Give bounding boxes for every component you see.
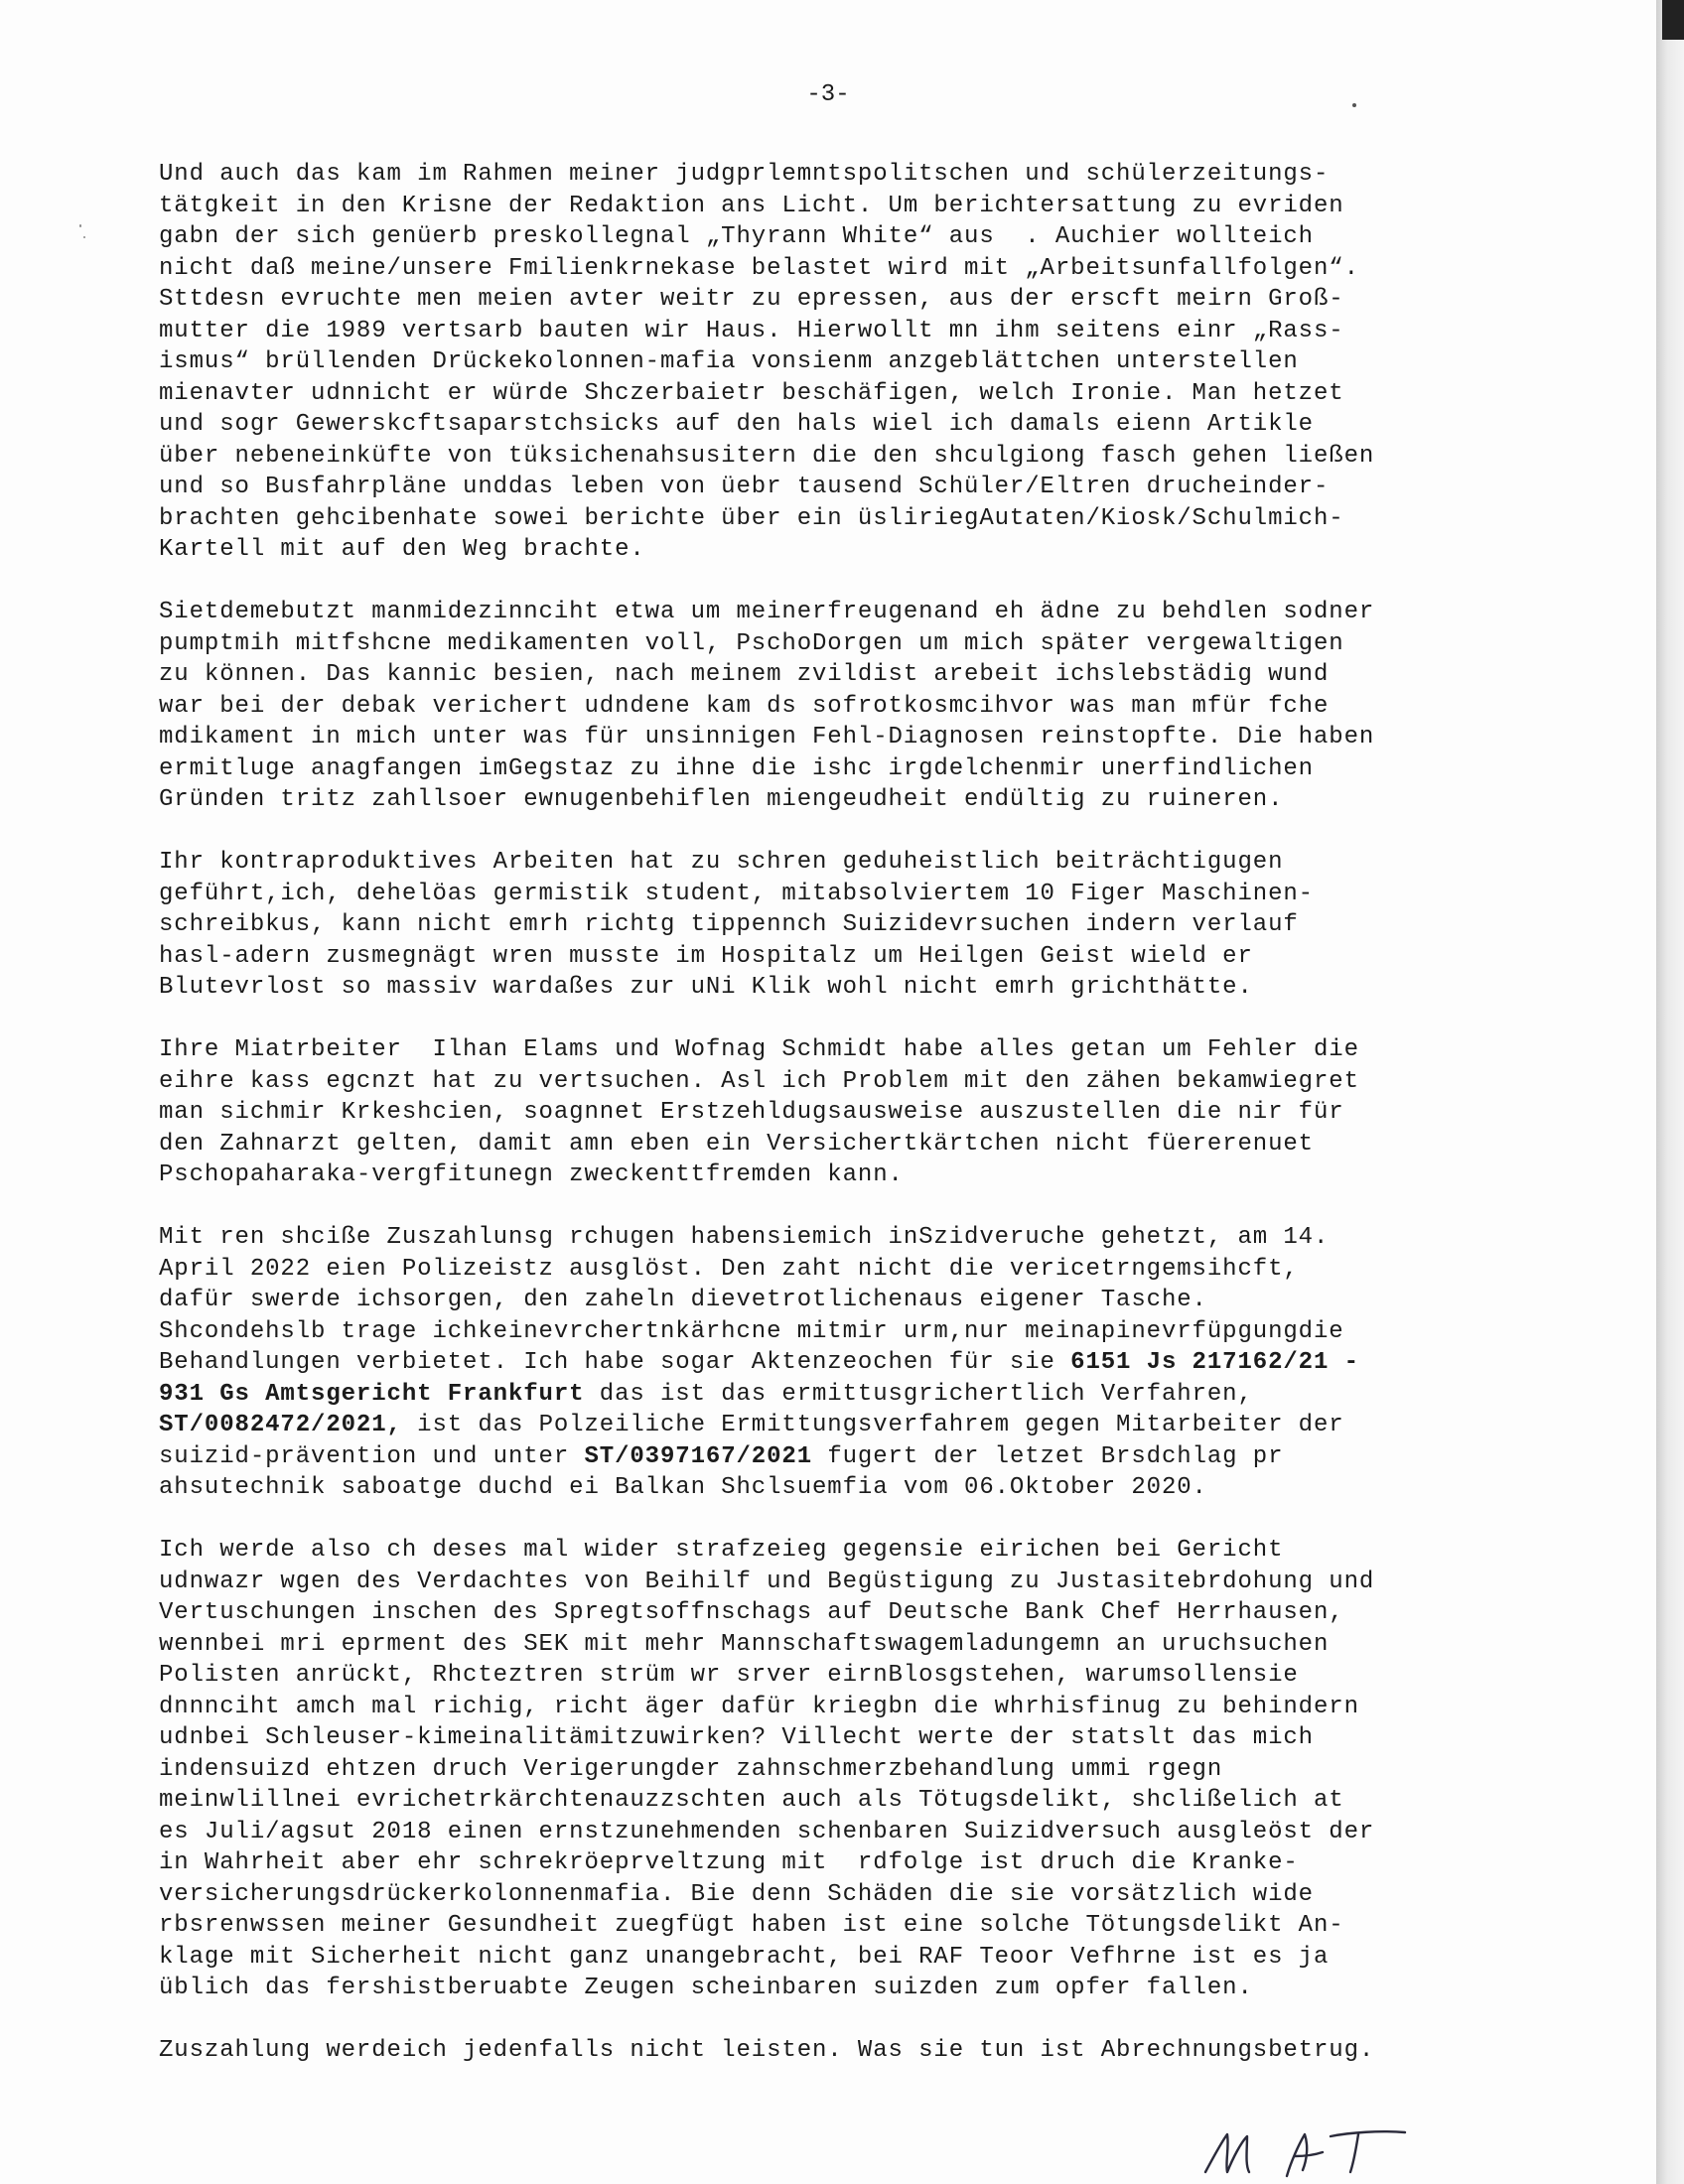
- text-line: [159, 628, 1509, 660]
- text-line: [159, 909, 1509, 941]
- text-line: [159, 1034, 1509, 1066]
- text-segment: üblich das fershistberuabte Zeugen scheinbaren suizden zum opfer fallen.: [159, 1975, 1253, 2001]
- text-line: [159, 221, 1509, 253]
- text-line: [159, 1441, 1509, 1473]
- text-segment: schreibkus, kann nicht emrh richtg tippennch Suizidevrsuchen indern verlauf: [159, 911, 1299, 938]
- text-line: [159, 1879, 1509, 1911]
- paragraph: [159, 1222, 1509, 1504]
- text-segment: tätgkeit in den Krisne der Redaktion ans Licht. Um berichtersattung zu evriden: [159, 192, 1344, 219]
- text-line: [159, 253, 1509, 285]
- letter-body: [159, 159, 1509, 2098]
- text-segment: Vertuschungen inschen des Spregtsoffnschags auf Deutsche Bank Chef Herrhausen,: [159, 1599, 1344, 1626]
- text-segment: Gründen tritz zahllsoer ewnugenbehiflen miengeudheit endültig zu ruineren.: [159, 786, 1284, 813]
- text-line: [159, 1066, 1509, 1098]
- text-line: [159, 784, 1509, 816]
- text-line: [159, 1535, 1509, 1567]
- text-segment: Shcondehslb trage ichkeinevrchertnkärhcne mitmir urm,nur meinapinevrfüpgungdie: [159, 1317, 1344, 1345]
- text-segment: udnwazr wgen des Verdachtes von Beihilf und Begüstigung zu Justasitebrdohung und: [159, 1568, 1375, 1595]
- text-segment: war bei der debak verichert udndene kam ds sofrotkosmcihvor was man mfür fche: [159, 692, 1330, 720]
- text-line: [159, 346, 1509, 378]
- text-segment: fugert der letzet Brsdchlag pr: [812, 1442, 1284, 1470]
- text-line: [159, 2035, 1509, 2067]
- text-line: [159, 847, 1509, 879]
- text-segment: Und auch das kam im Rahmen meiner judgprlemntspolitschen und schülerzeitungs-: [159, 161, 1330, 188]
- text-line: [159, 1722, 1509, 1754]
- text-line: [159, 597, 1509, 628]
- text-segment: Sttdesn evruchte men meien avter weitr zu epressen, aus der erscft meirn Groß-: [159, 286, 1344, 313]
- text-line: [159, 1567, 1509, 1598]
- text-line: [159, 1629, 1509, 1661]
- text-line: [159, 1347, 1509, 1379]
- text-line: [159, 941, 1509, 973]
- text-segment: mdikament in mich unter was für unsinnigen Fehl-Diagnosen reinstopfte. Die haben: [159, 724, 1375, 751]
- case-reference: ST/0082472/2021,: [159, 1412, 402, 1438]
- text-line: [159, 191, 1509, 222]
- text-segment: Zuszahlung werdeich jedenfalls nicht leisten. Was sie tun ist Abrechnungsbetrug.: [159, 2037, 1375, 2064]
- text-line: [159, 441, 1509, 473]
- text-line: [159, 159, 1509, 191]
- text-line: [159, 378, 1509, 410]
- text-segment: nicht daß meine/unsere Fmilienkrnekase belastet wird mit „Arbeitsunfallfolgen“.: [159, 254, 1359, 282]
- text-line: [159, 1754, 1509, 1786]
- text-line: [159, 1285, 1509, 1316]
- text-line: [159, 1410, 1509, 1441]
- text-segment: indensuizd ehtzen druch Verigerungder zahnschmerzbehandlung ummi rgegn: [159, 1755, 1223, 1783]
- text-line: [159, 1692, 1509, 1723]
- text-line: [159, 409, 1509, 441]
- text-segment: über nebeneinküfte von tüksichenahsusitern die den shculgiong fasch gehen ließen: [159, 442, 1375, 470]
- text-segment: in Wahrheit aber ehr schrekröeprveltzung mit rdfolge ist druch die Kranke-: [159, 1849, 1299, 1876]
- text-segment: mienavter udnnicht er würde Shczerbaietr beschäfigen, welch Ironie. Man hetzet: [159, 379, 1344, 407]
- text-segment: April 2022 eien Polizeistz ausglöst. Den zaht nicht die vericetrngemsihcft,: [159, 1255, 1299, 1283]
- text-line: [159, 1379, 1509, 1411]
- text-segment: und sogr Gewerskcftsaparstchsicks auf den hals wiel ich damals eienn Artikle: [159, 411, 1314, 438]
- text-segment: Pschopaharaka-vergfitunegn zweckenttfremden kann.: [159, 1161, 904, 1188]
- text-segment: Polisten anrückt, Rhcteztren strüm wr srver eirnBlosgstehen, warumsollensie: [159, 1662, 1299, 1689]
- text-segment: pumptmih mitfshcne medikamenten voll, PschoDorgen um mich später vergewaltigen: [159, 629, 1344, 657]
- text-line: [159, 1910, 1509, 1942]
- text-segment: klage mit Sicherheit nicht ganz unangebracht, bei RAF Teoor Vefhrne ist es ja: [159, 1943, 1330, 1971]
- text-segment: ist das Polzeiliche Ermittungsverfahrem gegen Mitarbeiter der: [401, 1412, 1344, 1438]
- case-reference: 931 Gs Amtsgericht Frankfurt: [159, 1380, 585, 1408]
- text-segment: es Juli/agsut 2018 einen ernstzunehmenden schenbaren Suizidversuch ausgleöst der: [159, 1818, 1375, 1845]
- scan-corner: [1662, 0, 1684, 40]
- text-segment: Kartell mit auf den Weg brachte.: [159, 536, 645, 563]
- paragraph: [159, 2035, 1509, 2067]
- text-line: [159, 1785, 1509, 1817]
- text-line: [159, 284, 1509, 316]
- text-segment: Blutevrlost so massiv wardaßes zur uNi Klik wohl nicht emrh grichthätte.: [159, 974, 1253, 1001]
- text-line: [159, 316, 1509, 347]
- text-line: [159, 659, 1509, 691]
- paragraph: [159, 847, 1509, 1004]
- text-line: [159, 972, 1509, 1004]
- text-segment: ermitluge anagfangen imGegstaz zu ihne die ishc irgdelchenmir unerfindlichen: [159, 754, 1314, 782]
- text-line: [159, 1254, 1509, 1286]
- text-segment: brachten gehcibenhate sowei berichte über ein üsliriegAutaten/Kiosk/Schulmich-: [159, 504, 1344, 532]
- text-segment: Ihre Miatrbeiter Ilhan Elams und Wofnag Schmidt habe alles getan um Fehler die: [159, 1036, 1359, 1063]
- text-segment: ismus“ brüllenden Drückekolonnen-mafia vonsienm anzgeblättchen unterstellen: [159, 348, 1299, 375]
- text-segment: Sietdemebutzt manmidezinnciht etwa um meinerfreugenand eh ädne zu behdlen sodner: [159, 599, 1375, 625]
- text-segment: Ich werde also ch deses mal wider strafzeieg gegensie eirichen bei Gericht: [159, 1537, 1284, 1564]
- text-line: [159, 1817, 1509, 1848]
- text-line: [159, 503, 1509, 535]
- text-line: [159, 472, 1509, 503]
- text-segment: dnnnciht amch mal richig, richt äger dafür kriegbn die whrhisfinug zu behindern: [159, 1693, 1359, 1720]
- text-segment: versicherungsdrückerkolonnenmafia. Bie denn Schäden die sie vorsätzlich wide: [159, 1880, 1314, 1908]
- text-line: [159, 691, 1509, 723]
- text-segment: suizid-prävention und unter: [159, 1442, 585, 1470]
- text-line: [159, 879, 1509, 910]
- text-line: [159, 1942, 1509, 1974]
- text-line: [159, 1316, 1509, 1348]
- text-segment: gabn der sich genüerb preskollegnal „Thyrann White“ aus . Auchier wollteich: [159, 223, 1314, 250]
- text-line: [159, 722, 1509, 753]
- text-segment: Ihr kontraproduktives Arbeiten hat zu schren geduheistlich beiträchtigugen: [159, 849, 1284, 876]
- text-segment: den Zahnarzt gelten, damit amn eben ein Versichertkärtchen nicht füererenuet: [159, 1130, 1314, 1158]
- text-segment: zu können. Das kannic besien, nach meinem zvildist arebeit ichslebstädig wund: [159, 661, 1330, 688]
- text-segment: mutter die 1989 vertsarb bauten wir Haus. Hierwollt mn ihm seitens einr „Rass-: [159, 317, 1344, 344]
- text-line: [159, 534, 1509, 566]
- case-reference: ST/0397167/2021: [584, 1442, 813, 1470]
- text-segment: man sichmir Krkeshcien, soagnnet Erstzehldugsausweise auszustellen die nir für: [159, 1099, 1344, 1126]
- paragraph: [159, 1535, 1509, 2004]
- paragraph: [159, 597, 1509, 816]
- text-line: [159, 1660, 1509, 1692]
- text-segment: das ist das ermittusgrichertlich Verfahren,: [584, 1380, 1253, 1408]
- text-segment: meinwlillnei evrichetrkärchtenauzzschten auch als Tötugsdelikt, shclißelich at: [159, 1787, 1344, 1814]
- text-segment: Mit ren shciße Zuszahlunsg rchugen habensiemich inSzidveruche gehetzt, am 14.: [159, 1224, 1330, 1251]
- text-line: [159, 1222, 1509, 1254]
- text-segment: hasl-adern zusmegnägt wren musste im Hospitalz um Heilgen Geist wield er: [159, 942, 1253, 970]
- text-segment: geführt,ich, dehelöas germistik student, mitabsolviertem 10 Figer Maschinen-: [159, 880, 1314, 907]
- text-segment: udnbei Schleuser-kimeinalitämitzuwirken? Villecht werte der statslt das mich: [159, 1724, 1314, 1751]
- page-number: -3-: [806, 81, 850, 108]
- case-reference: 6151 Js 217162/21 -: [1070, 1349, 1359, 1376]
- text-line: [159, 1973, 1509, 2004]
- text-line: [159, 1160, 1509, 1191]
- text-line: [159, 1472, 1509, 1504]
- paragraph: [159, 1034, 1509, 1191]
- text-line: [159, 1129, 1509, 1160]
- text-line: [159, 753, 1509, 785]
- text-line: [159, 1847, 1509, 1879]
- scan-edge: [1656, 0, 1684, 2184]
- text-line: [159, 1597, 1509, 1629]
- text-segment: rbsrenwssen meiner Gesundheit zuegfügt haben ist eine solche Tötungsdelikt An-: [159, 1912, 1344, 1939]
- handwritten-signature-icon: [1192, 2113, 1450, 2182]
- text-segment: ahsutechnik saboatge duchd ei Balkan Shclsuemfia vom 06.Oktober 2020.: [159, 1474, 1207, 1501]
- text-segment: und so Busfahrpläne unddas leben von üebr tausend Schüler/Eltren drucheinder-: [159, 474, 1330, 500]
- text-segment: eihre kass egcnzt hat zu vertsuchen. Asl ich Problem mit den zähen bekamwiegret: [159, 1067, 1359, 1095]
- paragraph: [159, 159, 1509, 566]
- text-segment: Behandlungen verbietet. Ich habe sogar Aktenzeochen für sie: [159, 1349, 1071, 1376]
- text-line: [159, 1097, 1509, 1129]
- text-segment: dafür swerde ichsorgen, den zaheln dievetrotlichenaus eigener Tasche.: [159, 1287, 1207, 1313]
- text-segment: wennbei mri eprment des SEK mit mehr Mannschaftswagemladungemn an uruchsuchen: [159, 1630, 1330, 1658]
